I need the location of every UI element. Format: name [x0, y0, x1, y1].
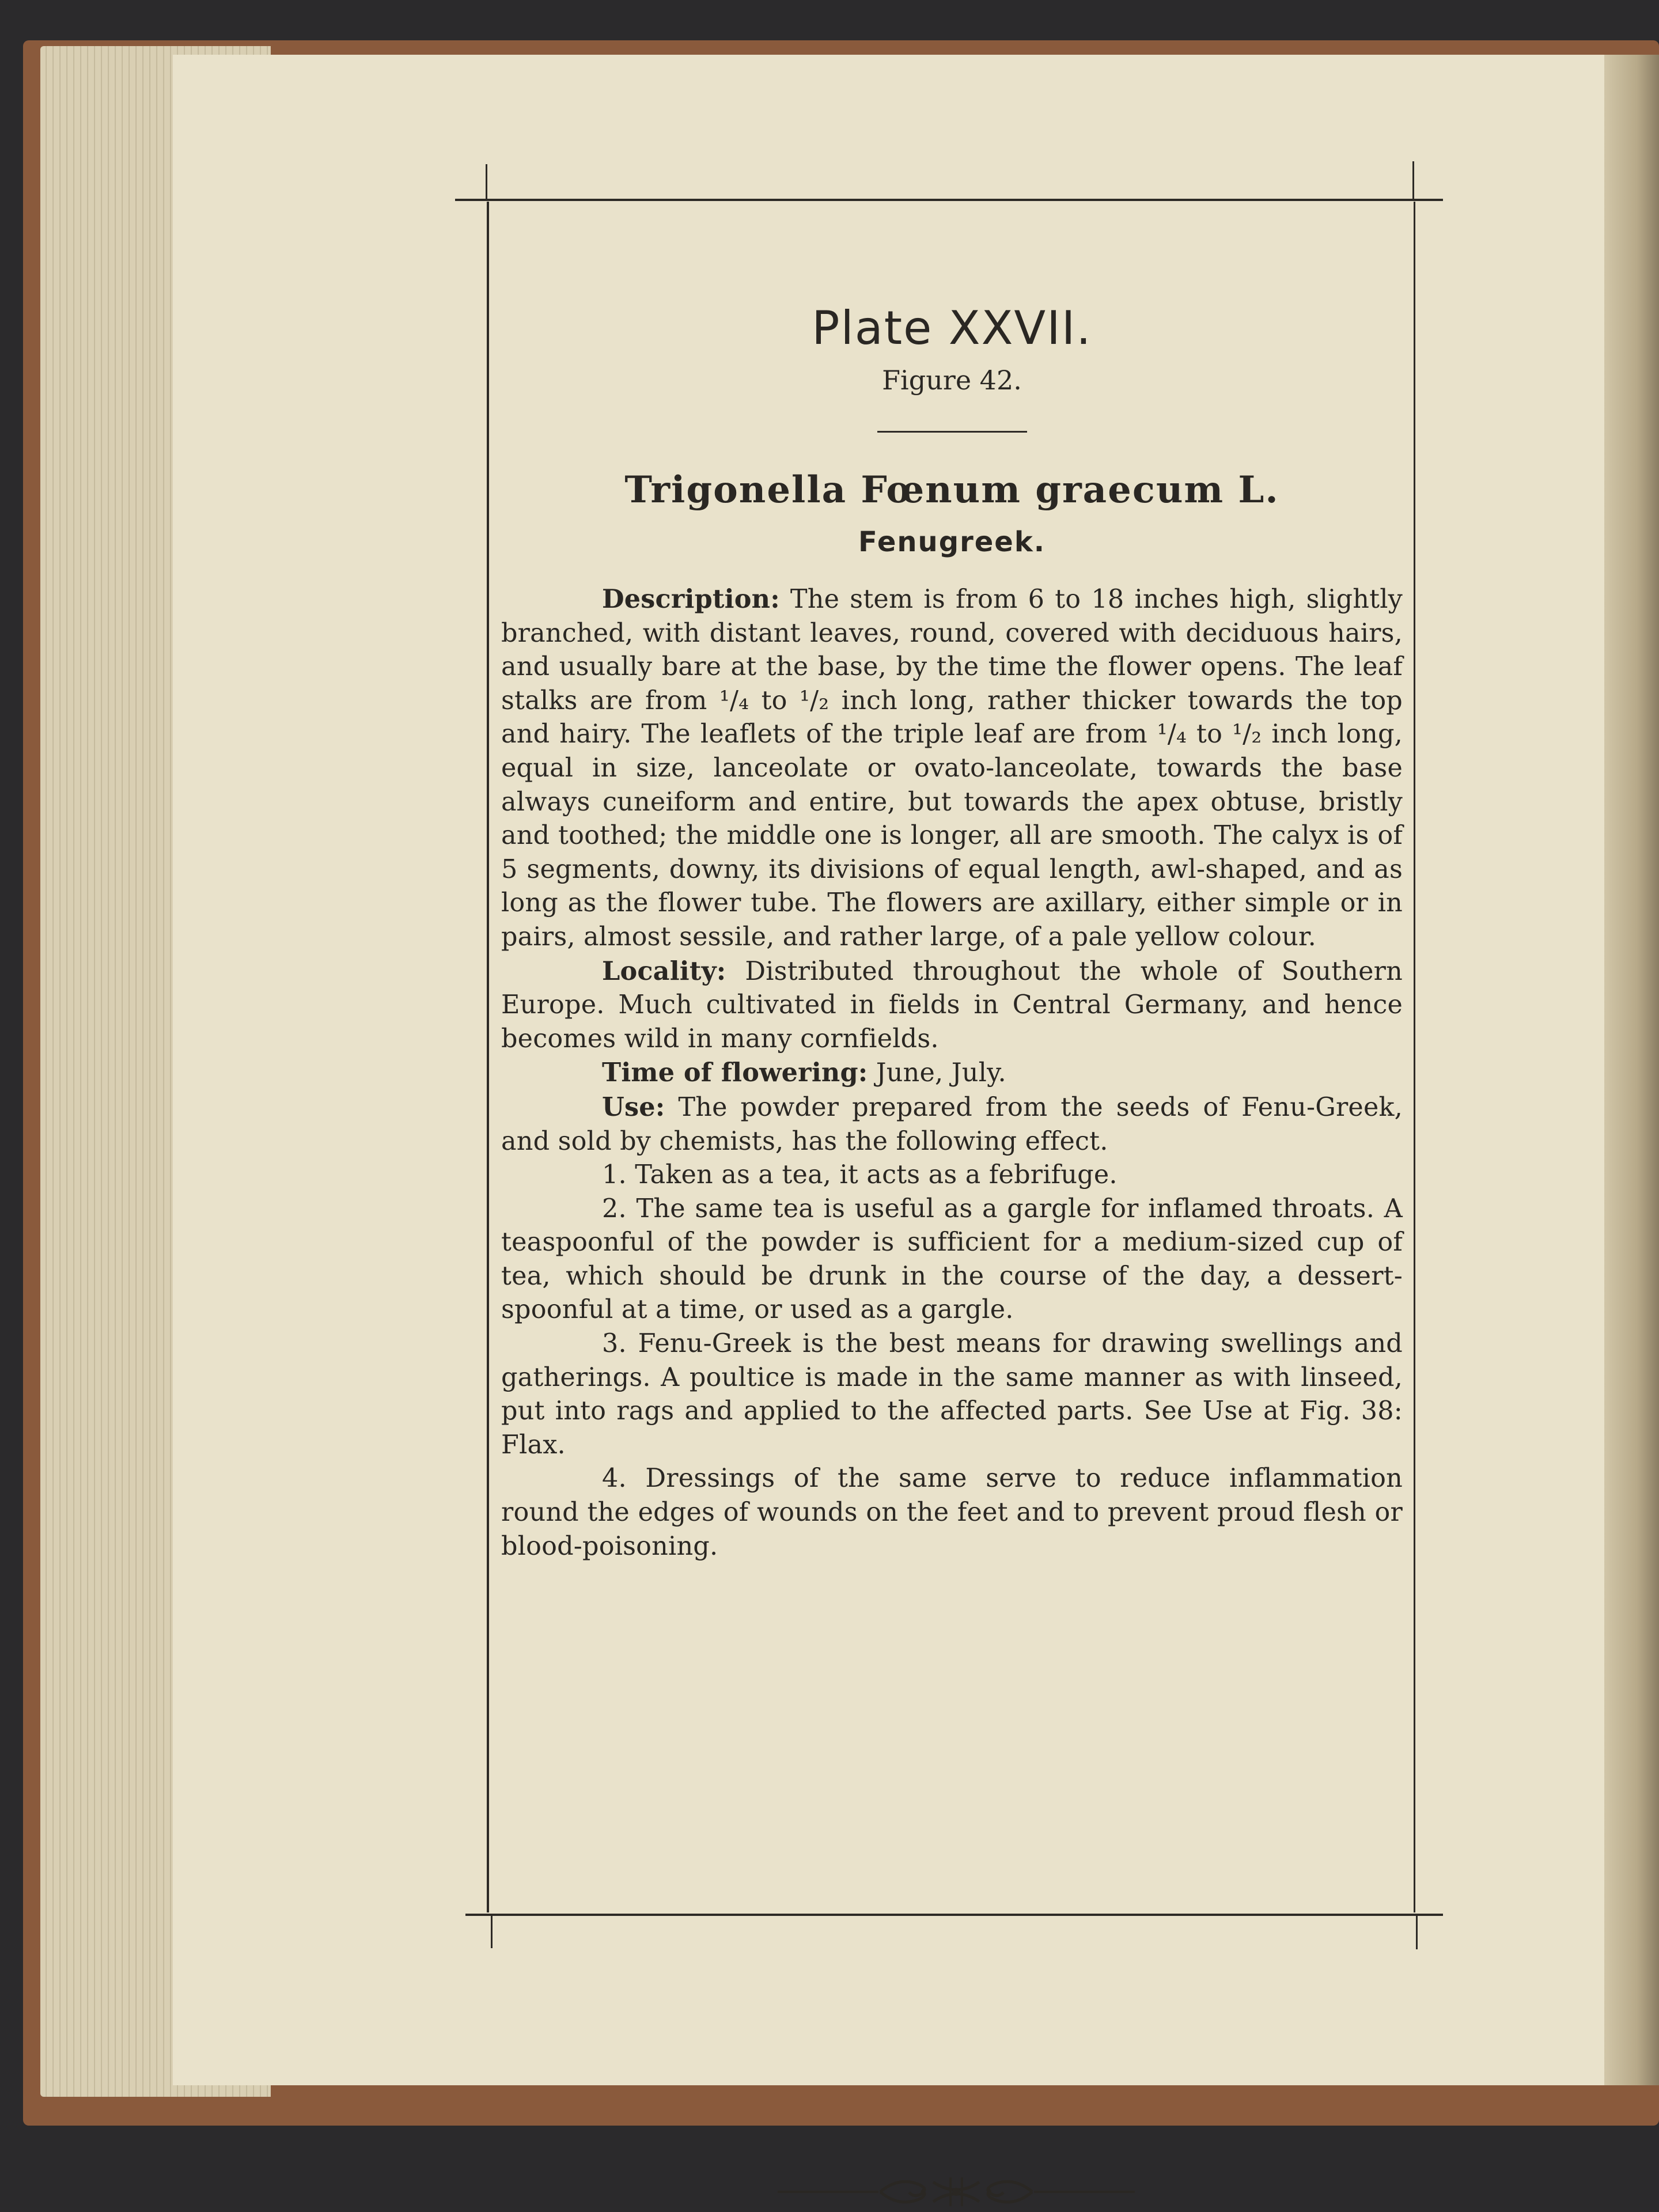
- use-text: The powder prepared from the seeds of Fenu-Greek, and sold by chemists, has the following effect.: [501, 1092, 1403, 1156]
- plate-title: Plate XXVII.: [812, 301, 1092, 355]
- flowering-text: June, July.: [868, 1058, 1006, 1088]
- locality-text: Distributed throughout the whole of Southern Europe. Much cultivated in fields in Central Germany, and hence becomes wild in many cornfields.: [501, 956, 1403, 1054]
- body-text: [501, 582, 1403, 1563]
- locality-label: Locality:: [602, 956, 726, 986]
- frame-corner-tick: [1416, 1915, 1418, 1949]
- page-content: [501, 300, 1403, 1563]
- frame-corner-tick: [491, 1915, 493, 1948]
- figure-number: Figure 42.: [882, 365, 1022, 396]
- locality-paragraph: [501, 955, 1403, 1056]
- description-paragraph: [501, 582, 1403, 955]
- description-label: Description:: [602, 584, 780, 614]
- frame-bottom-rule: [465, 1914, 1443, 1916]
- use-label: Use:: [602, 1092, 665, 1122]
- flowering-paragraph: [501, 1056, 1403, 1090]
- frame-corner-tick: [486, 164, 487, 200]
- frame-top-rule: [455, 199, 1443, 201]
- use-item: 3. Fenu-Greek is the best means for drawing swellings and gatherings. A poultice is made in the same manner as with linseed, put into rags and applied to the affected parts. See Use at Fig. 38: Flax.: [501, 1329, 1403, 1460]
- species-common-name: Fenugreek.: [858, 526, 1046, 558]
- fleuron-ornament-icon: [778, 2172, 1135, 2212]
- use-item: 2. The same tea is useful as a gargle for inflamed throats. A teaspoonful of the powder is sufficient for a medium-sized cup of tea, which should be drunk in the course of the day, a dessert-spoonful at a time, or used as a gargle.: [501, 1194, 1403, 1325]
- use-item: 4. Dressings of the same serve to reduce inflammation round the edges of wounds on the feet and to prevent proud flesh or blood-poisoning.: [501, 1464, 1403, 1561]
- flowering-label: Time of flowering:: [602, 1058, 868, 1088]
- use-paragraph: [501, 1090, 1403, 1158]
- description-text: The stem is from 6 to 18 inches high, slightly branched, with distant leaves, round, covered with deciduous hairs, and usually bare at the base, by the time the flower opens. The leaf stalks are from ¹/₄ to ¹/₂ inch long, rather thicker towards the top and hairy. The leaflets of the triple leaf are from ¹/₄ to ¹/₂ inch long, equal in size, lanceolate or ovato-lanceolate, towards the base always cuneiform and entire, but towards the apex obtuse, bristly and toothed; the middle one is longer, all are smooth. The calyx is of 5 segments, downy, its divisions of equal length, awl-shaped, and as long as the flower tube. The flowers are axillary, either simple or in pairs, almost sessile, and rather large, of a pale yellow colour.: [501, 585, 1403, 952]
- title-divider: [877, 431, 1027, 433]
- species-latin-name: Trigonella Fœnum graecum L.: [624, 468, 1279, 512]
- page-gutter: [1604, 55, 1659, 2085]
- frame-corner-tick: [1412, 161, 1414, 200]
- use-item: 1. Taken as a tea, it acts as a febrifuge.: [602, 1160, 1118, 1190]
